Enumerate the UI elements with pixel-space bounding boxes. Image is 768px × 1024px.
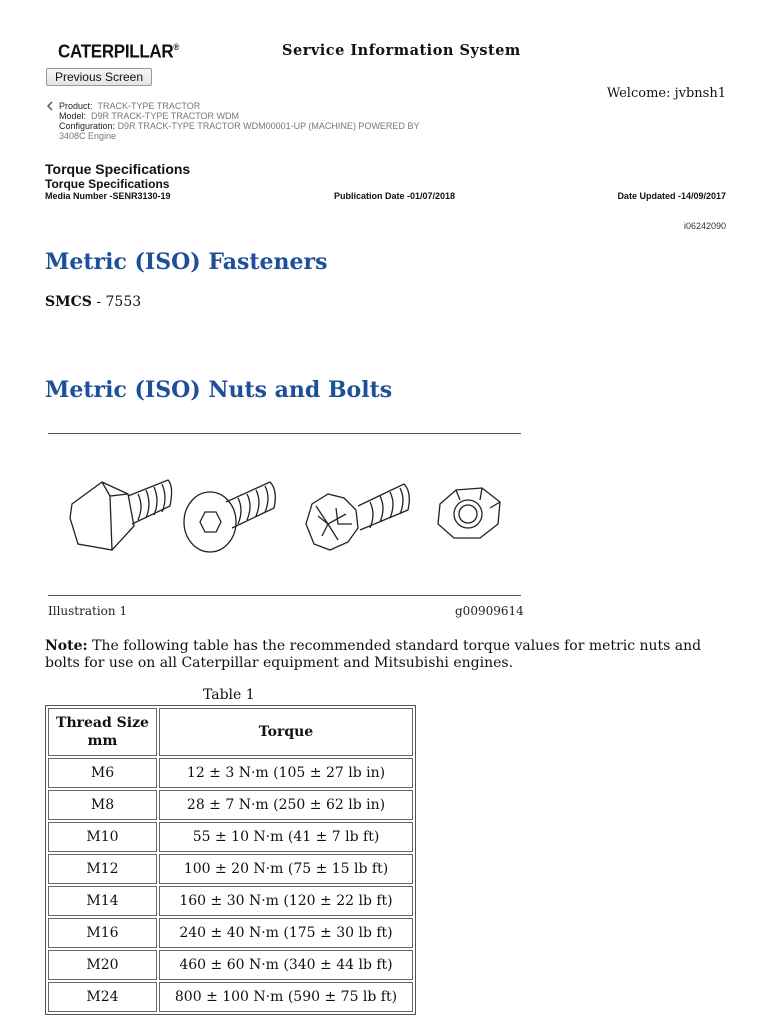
column-header-torque: Torque — [159, 708, 413, 756]
fastener-illustration — [60, 466, 520, 566]
table-row — [48, 758, 413, 788]
torque-cell: 28 ± 7 N·m (250 ± 62 lb in) — [159, 790, 413, 820]
divider-top — [48, 433, 521, 434]
table-row — [48, 790, 413, 820]
torque-cell: 460 ± 60 N·m (340 ± 44 lb ft) — [159, 950, 413, 980]
app-title: Service Information System — [282, 42, 521, 59]
doc-heading: Torque Specifications — [45, 161, 191, 177]
date-updated: Date Updated -14/09/2017 — [617, 191, 726, 201]
product-info: Product: TRACK-TYPE TRACTOR Model: D9R TRACK-TYPE TRACTOR WDM Configuration: D9R TRACK-TYPE TRACTOR WDM00001-UP (MACHINE) POWERED BY 3408C Engine — [59, 101, 420, 141]
torque-cell: 160 ± 30 N·m (120 ± 22 lb ft) — [159, 886, 413, 916]
torque-cell: 12 ± 3 N·m (105 ± 27 lb in) — [159, 758, 413, 788]
table-row — [48, 886, 413, 916]
table-row — [48, 918, 413, 948]
welcome-text: Welcome: jvbnsh1 — [606, 86, 726, 101]
thread-size-cell: M10 — [48, 822, 157, 852]
thread-size-cell: M8 — [48, 790, 157, 820]
torque-cell: 800 ± 100 N·m (590 ± 75 lb ft) — [159, 982, 413, 1012]
table-caption: Table 1 — [203, 687, 255, 703]
caterpillar-logo: CATERPILLAR® — [58, 41, 179, 62]
publication-date: Publication Date -01/07/2018 — [334, 191, 456, 201]
table-row — [48, 982, 413, 1012]
table-row — [48, 950, 413, 980]
divider-bottom — [48, 595, 521, 596]
previous-screen-button[interactable]: Previous Screen — [46, 68, 152, 86]
torque-table — [45, 705, 416, 1015]
torque-cell: 100 ± 20 N·m (75 ± 15 lb ft) — [159, 854, 413, 884]
doc-id: i06242090 — [683, 221, 726, 231]
torque-cell: 240 ± 40 N·m (175 ± 30 lb ft) — [159, 918, 413, 948]
subsection-title: Metric (ISO) Nuts and Bolts — [45, 377, 393, 403]
thread-size-cell: M20 — [48, 950, 157, 980]
illustration-label: Illustration 1 — [48, 604, 128, 618]
thread-size-cell: M14 — [48, 886, 157, 916]
media-number: Media Number -SENR3130-19 — [45, 191, 171, 201]
thread-size-cell: M24 — [48, 982, 157, 1012]
thread-size-cell: M16 — [48, 918, 157, 948]
thread-size-cell: M12 — [48, 854, 157, 884]
chevron-left-icon[interactable] — [45, 101, 55, 111]
illustration-id: g00909614 — [455, 604, 524, 618]
table-header-row — [48, 708, 413, 756]
thread-size-cell: M6 — [48, 758, 157, 788]
note-paragraph: Note: The following table has the recommended standard torque values for metric nuts and bolts for use on all Caterpillar equipment and Mitsubishi engines. — [45, 638, 702, 671]
table-row — [48, 822, 413, 852]
smcs-line: SMCS - 7553 — [45, 294, 142, 310]
torque-cell: 55 ± 10 N·m (41 ± 7 lb ft) — [159, 822, 413, 852]
section-title: Metric (ISO) Fasteners — [45, 249, 328, 275]
table-row — [48, 854, 413, 884]
column-header-thread-size: Thread Size mm — [48, 708, 157, 756]
doc-subheading: Torque Specifications — [45, 177, 170, 191]
